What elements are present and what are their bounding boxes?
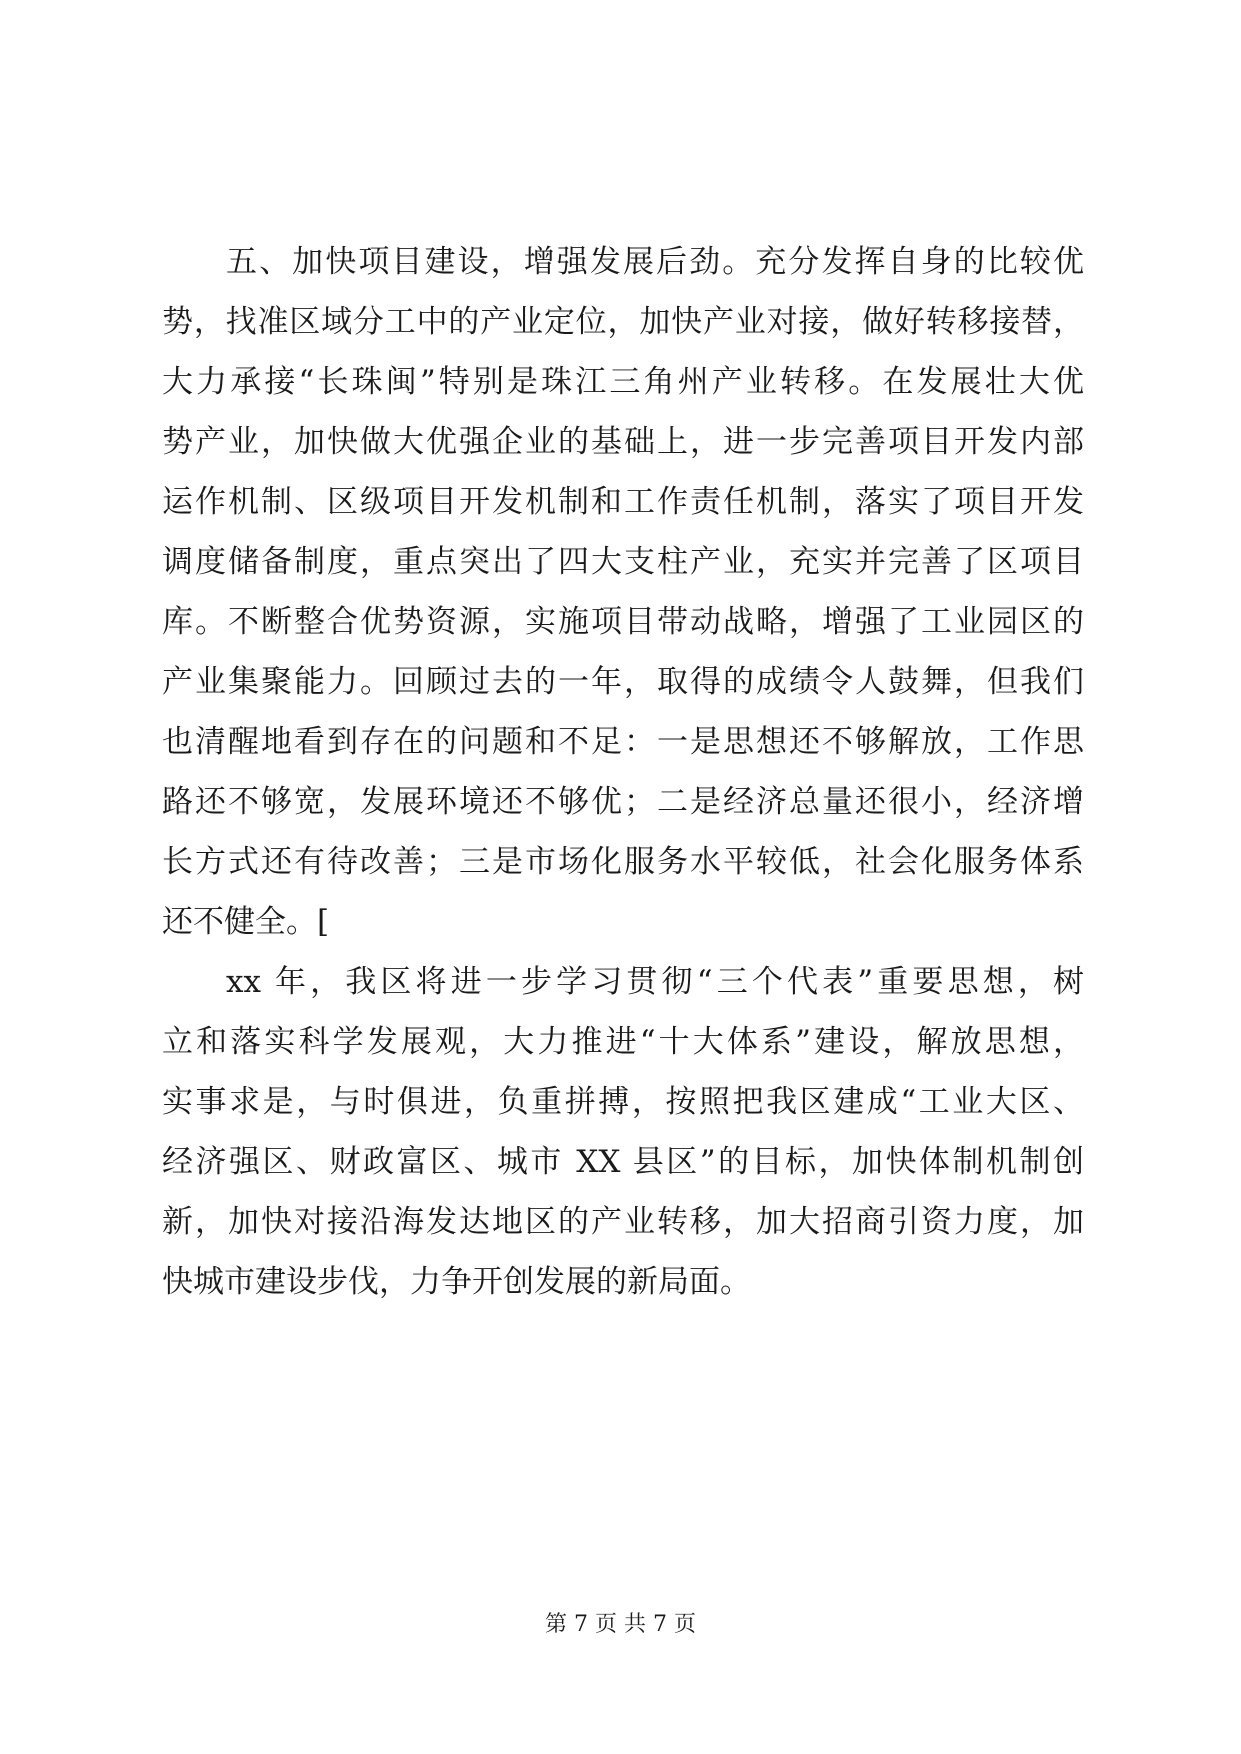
text-line: 大力承接“长珠闽”特别是珠江三角州产业转移。在发展壮大优: [162, 364, 1084, 400]
text-line: 调度储备制度，重点突出了四大支柱产业，充实并完善了区项目: [162, 544, 1084, 580]
paragraph-next-year-plan: [162, 952, 1084, 1312]
text-line: 库。不断整合优势资源，实施项目带动战略，增强了工业园区的: [162, 604, 1084, 640]
text-line: 势，找准区域分工中的产业定位，加快产业对接，做好转移接替，: [162, 304, 1084, 340]
text-line: 长方式还有待改善；三是市场化服务水平较低，社会化服务体系: [162, 844, 1084, 880]
page-number-footer: 第 7 页 共 7 页: [545, 1612, 696, 1637]
text-line: 势产业，加快做大优强企业的基础上，进一步完善项目开发内部: [162, 424, 1084, 460]
text-line: xx 年，我区将进一步学习贯彻“三个代表”重要思想，树: [226, 964, 1084, 1000]
text-line: 实事求是，与时俱进，负重拼搏，按照把我区建成“工业大区、: [162, 1084, 1084, 1120]
text-line: 五、加快项目建设，增强发展后劲。充分发挥自身的比较优: [226, 244, 1084, 280]
text-line: 路还不够宽，发展环境还不够优；二是经济总量还很小，经济增: [162, 784, 1084, 820]
document-body: [162, 232, 1084, 1312]
text-line: 立和落实科学发展观，大力推进“十大体系”建设，解放思想，: [162, 1024, 1084, 1060]
text-line-last: 还不健全。[: [162, 904, 330, 940]
text-line: 产业集聚能力。回顾过去的一年，取得的成绩令人鼓舞，但我们: [162, 664, 1084, 700]
text-line: 新，加快对接沿海发达地区的产业转移，加大招商引资力度，加: [162, 1204, 1084, 1240]
text-line: 也清醒地看到存在的问题和不足：一是思想还不够解放，工作思: [162, 724, 1084, 760]
paragraph-project-construction: [162, 232, 1084, 952]
text-line: 经济强区、财政富区、城市 XX 县区”的目标，加快体制机制创: [162, 1144, 1084, 1180]
text-line: 运作机制、区级项目开发机制和工作责任机制，落实了项目开发: [162, 484, 1084, 520]
text-line-last: 快城市建设步伐，力争开创发展的新局面。: [162, 1264, 751, 1300]
